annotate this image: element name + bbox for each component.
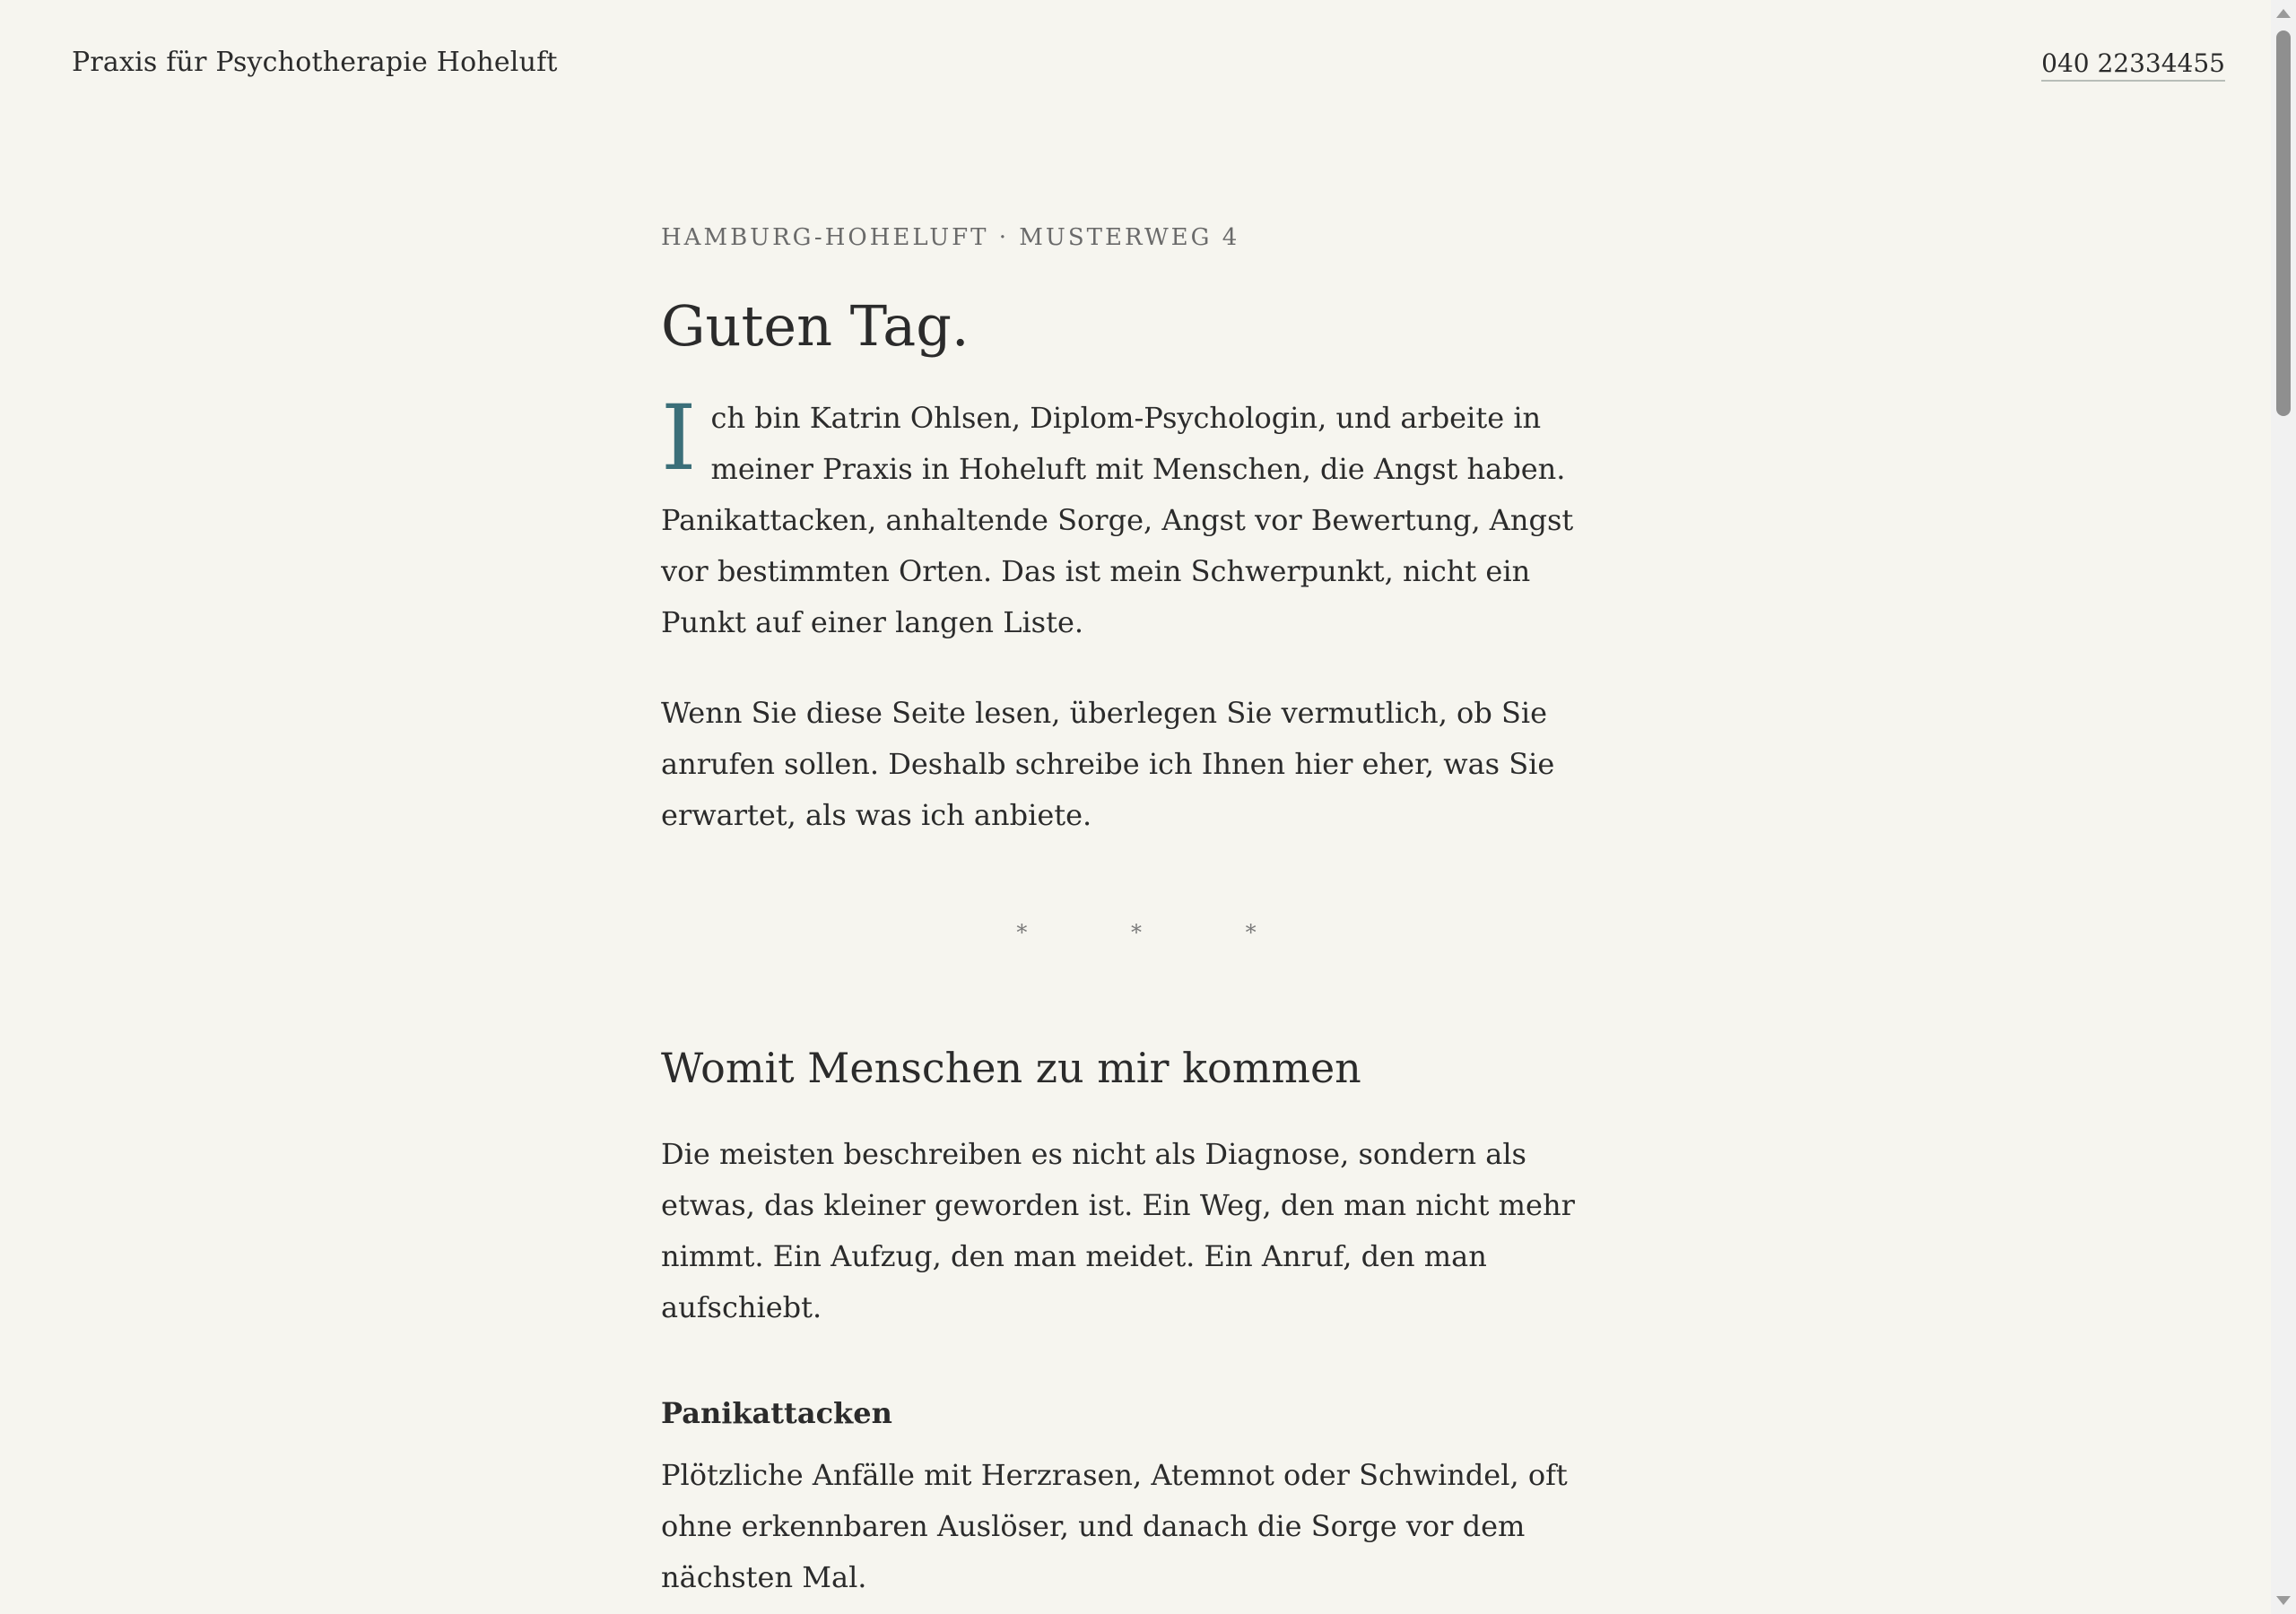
site-title[interactable]: Praxis für Psychotherapie Hoheluft xyxy=(72,47,558,78)
scroll-up-arrow-icon[interactable] xyxy=(2276,9,2291,18)
intro-paragraph-text: ch bin Katrin Ohlsen, Diplom-Psychologin, und arbeite in meiner Praxis in Hoheluft mit Menschen, die Angst haben. Panikattacken, anhaltende Sorge, Angst vor Bewertung, Angst vor bestimmten Orten. Das ist mein Schwerpunkt, nicht ein Punkt auf einer langen Liste. xyxy=(661,401,1574,640)
phone-link[interactable]: 040 22334455 xyxy=(2041,48,2225,82)
intro-paragraph xyxy=(661,386,1612,648)
section-divider: * * * xyxy=(1016,920,1305,946)
page-title: Guten Tag. xyxy=(661,293,970,359)
drop-cap: I xyxy=(661,386,697,491)
main-content xyxy=(661,224,1612,1603)
scrollbar-thumb[interactable] xyxy=(2276,30,2291,416)
address-eyebrow: HAMBURG-HOHELUFT · MUSTERWEG 4 xyxy=(661,224,1240,251)
topic-text-panic: Plötzliche Anfälle mit Herzrasen, Atemnot oder Schwindel, oft ohne erkennbaren Auslöser, und danach die Sorge vor dem nächsten Mal. xyxy=(661,1458,1568,1595)
section-heading: Womit Menschen zu mir kommen xyxy=(661,1044,1361,1093)
topic-title-panic: Panikattacken xyxy=(661,1396,892,1431)
section-intro-paragraph: Die meisten beschreiben es nicht als Diagnose, sondern als etwas, das kleiner geworden ist. Ein Weg, den man nicht mehr nimmt. Ein Aufzug, den man meidet. Ein Anruf, den man aufschiebt. xyxy=(661,1137,1575,1325)
second-paragraph: Wenn Sie diese Seite lesen, überlegen Sie vermutlich, ob Sie anrufen sollen. Deshalb schreibe ich Ihnen hier eher, was Sie erwartet, als was ich anbiete. xyxy=(661,696,1555,833)
vertical-scrollbar[interactable] xyxy=(2271,0,2296,1614)
scroll-down-arrow-icon[interactable] xyxy=(2276,1596,2291,1605)
